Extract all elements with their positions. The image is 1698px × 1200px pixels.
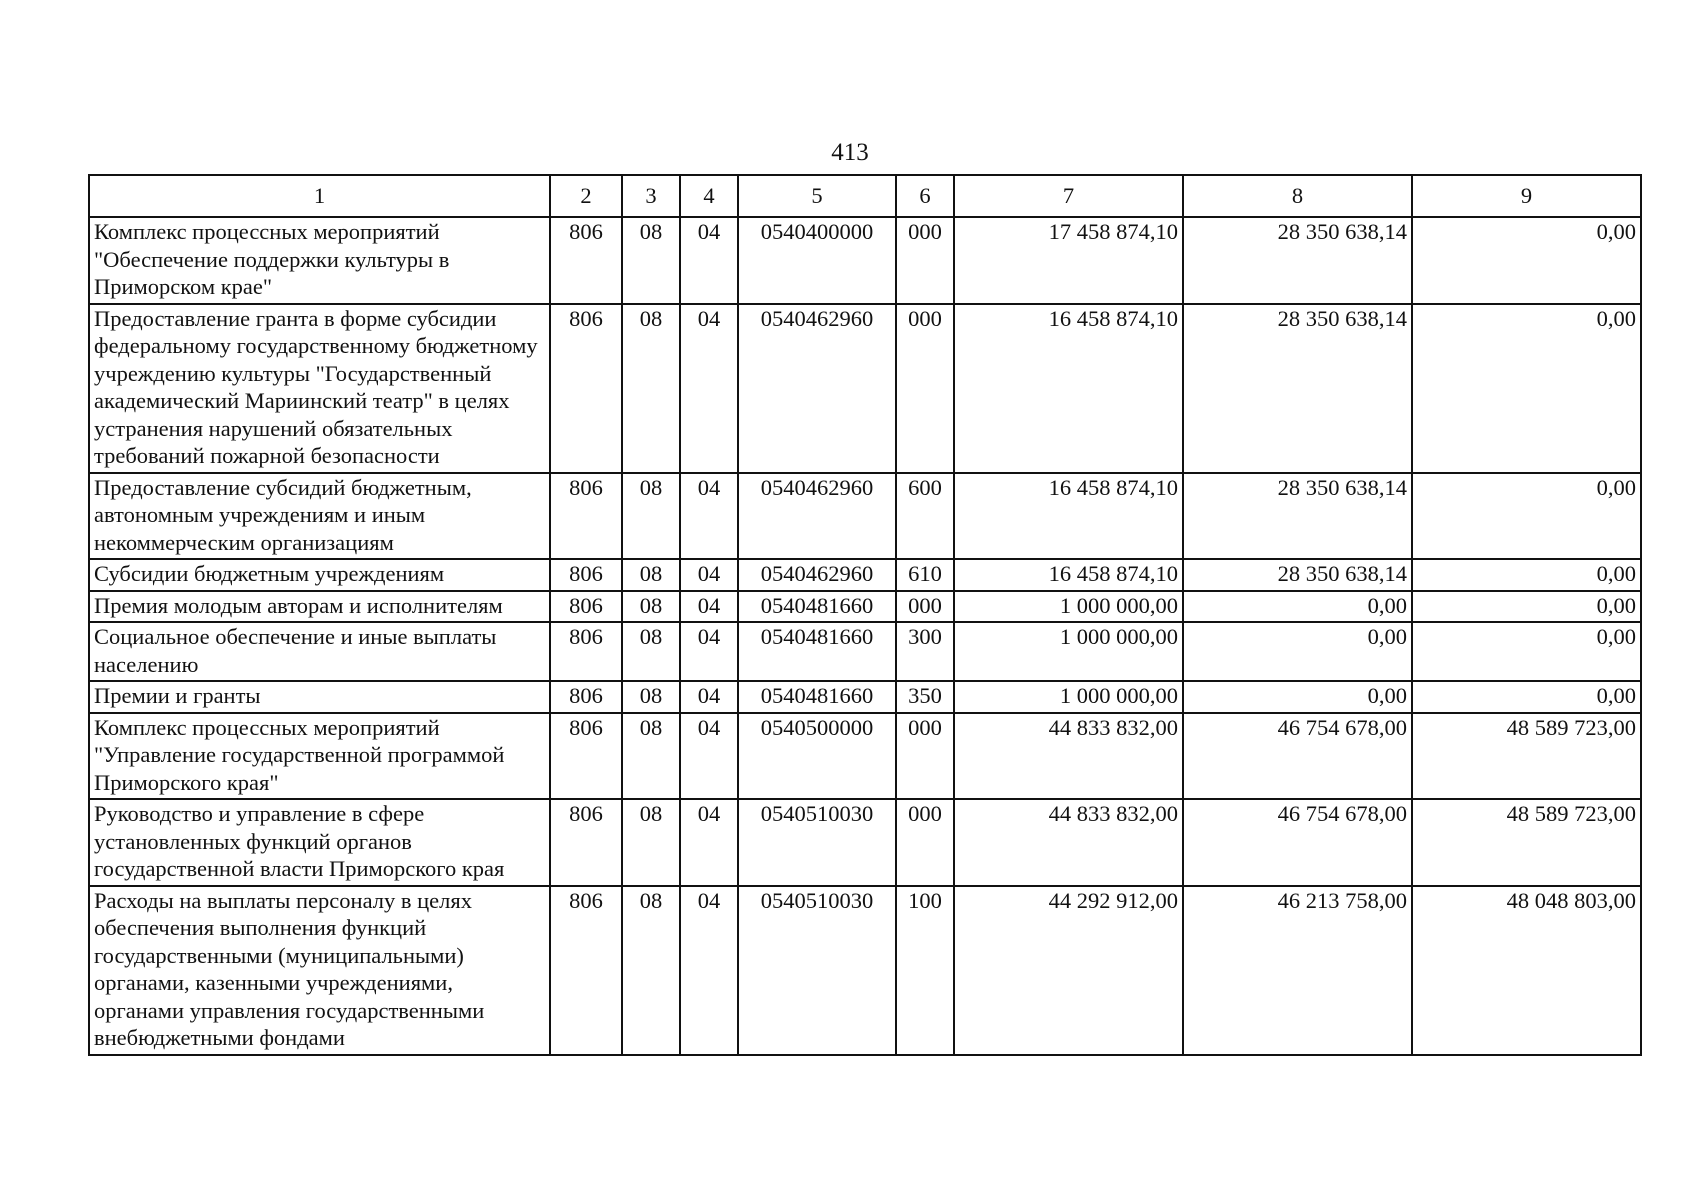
row-section-code: 08: [622, 681, 680, 713]
table-row: [89, 473, 1641, 560]
row-ministry-code: 806: [550, 559, 622, 591]
row-section-code: 08: [622, 304, 680, 473]
table-row: [89, 886, 1641, 1055]
row-amount-col8: 28 350 638,14: [1183, 473, 1412, 560]
row-amount-col8: 0,00: [1183, 681, 1412, 713]
row-target-code: 0540500000: [738, 713, 896, 800]
row-ministry-code: 806: [550, 622, 622, 681]
row-section-code: 08: [622, 799, 680, 886]
row-name: Предоставление гранта в форме субсидии федеральному государственному бюджетному учреждению культуры "Государственный академический Мариинский театр" в целях устранения нарушений обязательных требований пожарной безопасности: [89, 304, 550, 473]
row-section-code: 08: [622, 622, 680, 681]
table-row: [89, 799, 1641, 886]
row-section-code: 08: [622, 886, 680, 1055]
header-col-1: 1: [89, 175, 550, 217]
row-expense-type-code: 100: [896, 886, 954, 1055]
row-name: Субсидии бюджетным учреждениям: [89, 559, 550, 591]
header-col-4: 4: [680, 175, 738, 217]
row-name: Комплекс процессных мероприятий "Управление государственной программой Приморского края": [89, 713, 550, 800]
table-row: [89, 559, 1641, 591]
header-col-7: 7: [954, 175, 1183, 217]
row-amount-col9: 48 048 803,00: [1412, 886, 1641, 1055]
row-ministry-code: 806: [550, 304, 622, 473]
row-subsection-code: 04: [680, 622, 738, 681]
row-amount-col8: 28 350 638,14: [1183, 217, 1412, 304]
row-amount-col9: 0,00: [1412, 622, 1641, 681]
row-section-code: 08: [622, 473, 680, 560]
row-target-code: 0540481660: [738, 622, 896, 681]
row-expense-type-code: 610: [896, 559, 954, 591]
row-amount-col7: 16 458 874,10: [954, 559, 1183, 591]
row-ministry-code: 806: [550, 886, 622, 1055]
row-subsection-code: 04: [680, 799, 738, 886]
row-target-code: 0540481660: [738, 591, 896, 623]
row-ministry-code: 806: [550, 473, 622, 560]
row-amount-col7: 1 000 000,00: [954, 591, 1183, 623]
row-subsection-code: 04: [680, 304, 738, 473]
row-amount-col7: 1 000 000,00: [954, 681, 1183, 713]
row-amount-col9: 0,00: [1412, 591, 1641, 623]
budget-table: [88, 174, 1642, 1056]
row-amount-col8: 28 350 638,14: [1183, 559, 1412, 591]
row-amount-col7: 1 000 000,00: [954, 622, 1183, 681]
row-amount-col9: 0,00: [1412, 681, 1641, 713]
header-row: [89, 175, 1641, 217]
row-subsection-code: 04: [680, 559, 738, 591]
row-amount-col7: 16 458 874,10: [954, 304, 1183, 473]
table-row: [89, 622, 1641, 681]
row-amount-col8: 0,00: [1183, 591, 1412, 623]
row-target-code: 0540462960: [738, 473, 896, 560]
row-ministry-code: 806: [550, 681, 622, 713]
row-expense-type-code: 000: [896, 217, 954, 304]
row-amount-col8: 0,00: [1183, 622, 1412, 681]
row-amount-col8: 28 350 638,14: [1183, 304, 1412, 473]
row-amount-col9: 0,00: [1412, 304, 1641, 473]
page-number: 413: [831, 139, 869, 166]
table-row: [89, 713, 1641, 800]
row-expense-type-code: 000: [896, 713, 954, 800]
row-section-code: 08: [622, 559, 680, 591]
header-col-3: 3: [622, 175, 680, 217]
row-section-code: 08: [622, 591, 680, 623]
row-subsection-code: 04: [680, 713, 738, 800]
row-amount-col9: 48 589 723,00: [1412, 799, 1641, 886]
row-subsection-code: 04: [680, 681, 738, 713]
header-col-6: 6: [896, 175, 954, 217]
header-col-5: 5: [738, 175, 896, 217]
row-amount-col7: 44 833 832,00: [954, 713, 1183, 800]
row-amount-col9: 48 589 723,00: [1412, 713, 1641, 800]
row-expense-type-code: 000: [896, 799, 954, 886]
row-expense-type-code: 300: [896, 622, 954, 681]
row-amount-col8: 46 213 758,00: [1183, 886, 1412, 1055]
table-row: [89, 591, 1641, 623]
header-col-2: 2: [550, 175, 622, 217]
table-row: [89, 681, 1641, 713]
row-subsection-code: 04: [680, 473, 738, 560]
row-target-code: 0540400000: [738, 217, 896, 304]
row-expense-type-code: 000: [896, 304, 954, 473]
row-amount-col7: 44 833 832,00: [954, 799, 1183, 886]
row-ministry-code: 806: [550, 591, 622, 623]
header-col-8: 8: [1183, 175, 1412, 217]
row-ministry-code: 806: [550, 217, 622, 304]
row-name: Руководство и управление в сфере установленных функций органов государственной власти Приморского края: [89, 799, 550, 886]
row-expense-type-code: 350: [896, 681, 954, 713]
row-expense-type-code: 600: [896, 473, 954, 560]
row-target-code: 0540462960: [738, 304, 896, 473]
row-subsection-code: 04: [680, 217, 738, 304]
row-section-code: 08: [622, 713, 680, 800]
row-name: Предоставление субсидий бюджетным, автономным учреждениям и иным некоммерческим организациям: [89, 473, 550, 560]
row-amount-col9: 0,00: [1412, 217, 1641, 304]
row-amount-col9: 0,00: [1412, 559, 1641, 591]
row-ministry-code: 806: [550, 799, 622, 886]
row-amount-col7: 44 292 912,00: [954, 886, 1183, 1055]
row-amount-col8: 46 754 678,00: [1183, 713, 1412, 800]
row-expense-type-code: 000: [896, 591, 954, 623]
row-section-code: 08: [622, 217, 680, 304]
row-target-code: 0540510030: [738, 799, 896, 886]
row-name: Комплекс процессных мероприятий "Обеспечение поддержки культуры в Приморском крае": [89, 217, 550, 304]
row-subsection-code: 04: [680, 591, 738, 623]
row-ministry-code: 806: [550, 713, 622, 800]
row-target-code: 0540481660: [738, 681, 896, 713]
table-row: [89, 304, 1641, 473]
row-name: Расходы на выплаты персоналу в целях обеспечения выполнения функций государственными (муниципальными) органами, казенными учреждениями, органами управления государственными внебюджетными фондами: [89, 886, 550, 1055]
row-name: Премии и гранты: [89, 681, 550, 713]
row-amount-col7: 17 458 874,10: [954, 217, 1183, 304]
row-name: Премия молодым авторам и исполнителям: [89, 591, 550, 623]
row-subsection-code: 04: [680, 886, 738, 1055]
row-name: Социальное обеспечение и иные выплаты населению: [89, 622, 550, 681]
row-target-code: 0540510030: [738, 886, 896, 1055]
header-col-9: 9: [1412, 175, 1641, 217]
table-row: [89, 217, 1641, 304]
row-amount-col7: 16 458 874,10: [954, 473, 1183, 560]
row-amount-col8: 46 754 678,00: [1183, 799, 1412, 886]
row-target-code: 0540462960: [738, 559, 896, 591]
row-amount-col9: 0,00: [1412, 473, 1641, 560]
